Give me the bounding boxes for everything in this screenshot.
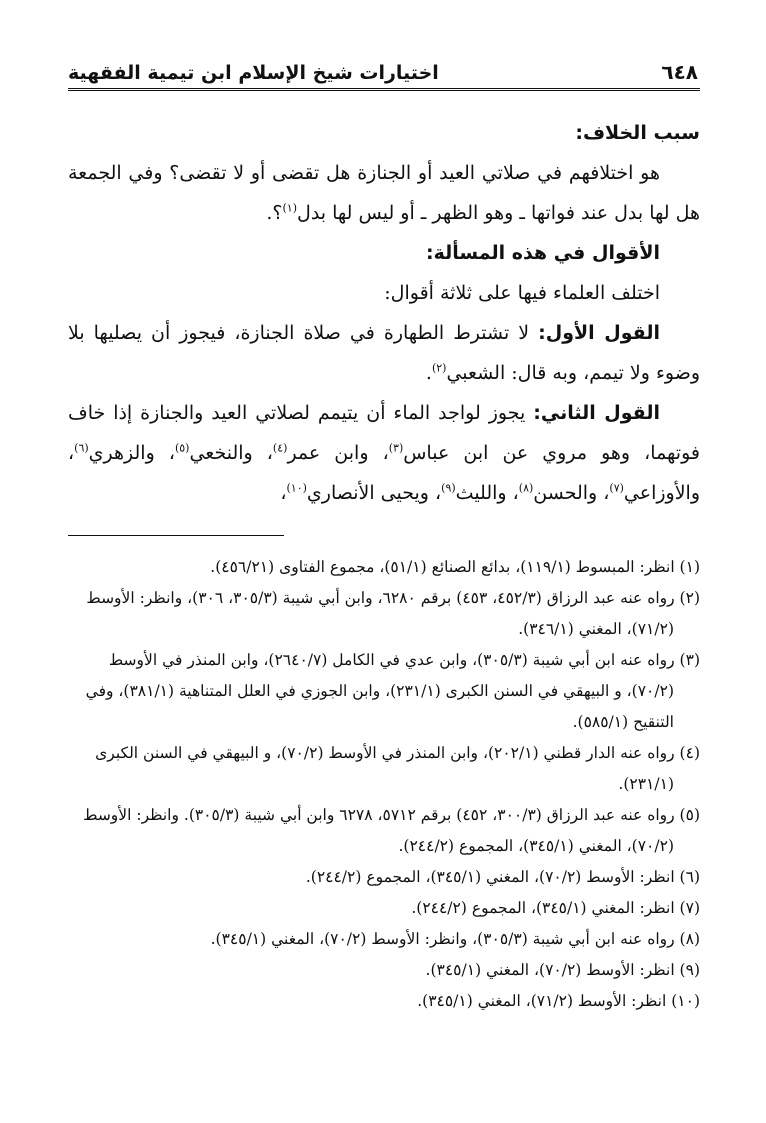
second-saying-label: القول الثاني: (533, 402, 660, 424)
footnote-8: (٨) رواه عنه ابن أبي شيبة (٣٠٥/٣)، وانظر: الأوسط (٧٠/٢)، المغني (٣٤٥/١). (210, 930, 700, 948)
footnote-6: (٦) انظر: الأوسط (٧٠/٢)، المغني (٣٤٥/١)، المجموع (٢٤٤/٢). (305, 868, 700, 886)
footnote-ref-9: (٩) (441, 481, 456, 495)
page-number: ٦٤٨ (661, 60, 698, 84)
running-title: اختيارات شيخ الإسلام ابن تيمية الفقهية (68, 62, 439, 84)
second-saying-text-8: ، ويحيى الأنصاري (306, 482, 442, 504)
footnote-ref-10: (١٠) (286, 481, 307, 495)
footnote-divider (68, 535, 284, 536)
footnote-ref-4: (٤) (272, 441, 288, 455)
heading-cause-of-disagreement: سبب الخلاف: (575, 122, 700, 144)
first-saying-label: القول الأول: (538, 322, 660, 344)
footnote-ref-6: (٦) (74, 441, 89, 455)
paragraph-first-saying (68, 313, 700, 393)
second-saying-text-5: ، والأوزاعي (68, 442, 700, 504)
paragraph-cause-text: هو اختلافهم في صلاتي العيد أو الجنازة هل تقضى أو لا تقضى؟ وفي الجمعة هل لها بدل عند فواتها ـ وهو الظهر ـ أو ليس لها بدل (68, 162, 700, 224)
paragraph-cause (68, 153, 700, 233)
second-saying-text-9: ، (280, 482, 287, 504)
footnote-10: (١٠) انظر: الأوسط (٧١/٢)، المغني (٣٤٥/١). (417, 992, 700, 1010)
footnote-ref-2: (٢) (431, 361, 447, 375)
second-saying-text-2: ، وابن عمر (287, 442, 389, 464)
second-saying-text-7: ، والليث (455, 482, 519, 504)
paragraph-intro: اختلف العلماء فيها على ثلاثة أقوال: (384, 282, 660, 304)
second-saying-text-4: ، والزهري (88, 442, 175, 464)
paragraph-second-saying (68, 393, 700, 513)
footnote-ref-1: (١) (282, 201, 298, 215)
second-saying-text-3: ، والنخعي (189, 442, 273, 464)
second-saying-text-6: ، والحسن (533, 482, 610, 504)
footnotes (68, 552, 700, 1017)
footnote-7: (٧) انظر: المغني (٣٤٥/١)، المجموع (٢٤٤/٢). (411, 899, 700, 917)
second-saying-text-1: يجوز لواجد الماء أن يتيمم لصلاتي العيد والجنازة إذا خاف فوتهما، وهو مروي عن ابن عباس (68, 402, 700, 464)
main-text (68, 113, 700, 513)
footnote-4: (٤) رواه عنه الدار قطني (٢٠٢/١)، وابن المنذر في الأوسط (٧٠/٢)، و البيهقي في السنن الكبرى (٢٣١/١). (95, 744, 700, 793)
footnote-1: (١) انظر: المبسوط (١١٩/١)، بدائع الصنائع (٥١/١)، مجموع الفتاوى (٤٥٦/٢١). (210, 558, 700, 576)
book-page (68, 48, 700, 1017)
footnote-2: (٢) رواه عنه عبد الرزاق (٤٥٢/٣، ٤٥٣) برقم ٦٢٨٠، وابن أبي شيبة (٣٠٥/٣، ٣٠٦)، وانظر: الأوسط (٧١/٢)، المغني (٣٤٦/١). (86, 589, 700, 638)
footnote-ref-7: (٧) (609, 481, 624, 495)
footnote-ref-3: (٣) (388, 441, 404, 455)
footnote-9: (٩) انظر: الأوسط (٧٠/٢)، المغني (٣٤٥/١). (425, 961, 700, 979)
footnote-ref-5: (٥) (174, 441, 190, 455)
first-saying-end: . (425, 362, 432, 384)
paragraph-cause-end: ؟. (266, 202, 283, 224)
first-saying-text: لا تشترط الطهارة في صلاة الجنازة، فيجوز أن يصليها بلا وضوء ولا تيمم، وبه قال: الشعبي (68, 322, 700, 384)
footnote-ref-8: (٨) (518, 481, 534, 495)
footnote-5: (٥) رواه عنه عبد الرزاق (٣٠٠/٣، ٤٥٢) برقم ٥٧١٢، ٦٢٧٨ وابن أبي شيبة (٣٠٥/٣). وانظر: الأوسط (٧٠/٢)، المغني (٣٤٥/١)، المجموع (٢٤٤/٢). (83, 806, 700, 855)
footnote-3: (٣) رواه عنه ابن أبي شيبة (٣٠٥/٣)، وابن عدي في الكامل (٢٦٤٠/٧)، وابن المنذر في الأوسط (٧٠/٢)، و البيهقي في السنن الكبرى (٢٣١/١)، وابن الجوزي في العلل المتناهية (٣٨١/١)، وفي التنقيح (٥٨٥/١). (85, 651, 700, 731)
heading-sayings: الأقوال في هذه المسألة: (426, 242, 660, 264)
page-header (68, 48, 700, 91)
